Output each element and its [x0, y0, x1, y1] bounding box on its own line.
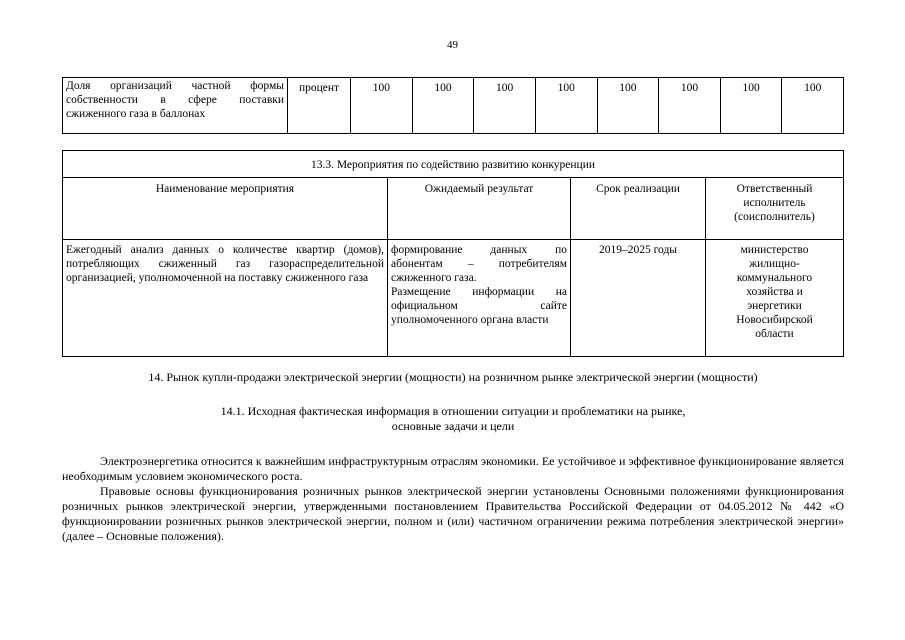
header-cell: Ответственный исполнитель (соисполнитель) [706, 178, 844, 240]
measures-table [62, 150, 844, 357]
paragraph: Электроэнергетика относится к важнейшим инфраструктурным отраслям экономики. Ее устойчивое и эффективное функционирование является необходимым условием экономического роста. [62, 454, 844, 483]
table-title: 13.3. Мероприятия по содействию развитию конкуренции [63, 151, 844, 178]
paragraph: Правовые основы функционирования розничных рынков электрической энергии установлены Основными положениями функционирования розничных рынков электрической энергии, утвержденными постановлением Правительства Российской Федерации от 04.05.2012 № 442 «О функционировании розничных рынков электрической энергии, полном и (или) частичном ограничении режима потребления электрической энергии» (далее – Основные положения). [62, 484, 844, 543]
value-cell: 100 [597, 78, 659, 134]
page-number: 49 [447, 39, 458, 51]
value-cell: 100 [535, 78, 597, 134]
expected-result-cell [388, 240, 571, 357]
term-cell: 2019–2025 годы [571, 240, 706, 357]
subsection-heading-line: основные задачи и цели [391, 419, 515, 433]
value-cell: 100 [720, 78, 782, 134]
subsection-heading [62, 404, 844, 434]
value-cell: 100 [659, 78, 721, 134]
executor-cell: министерство жилищно-коммунального хозяйства и энергетики Новосибирской области [706, 240, 844, 357]
header-cell: Наименование мероприятия [63, 178, 388, 240]
table-row [63, 240, 844, 357]
table-title-row [63, 151, 844, 178]
table-header-row [63, 178, 844, 240]
table-row [63, 78, 844, 134]
measure-name-cell: Ежегодный анализ данных о количестве квартир (домов), потребляющих сжиженный газ газораспределительной организацией, уполномоченной на поставку сжиженного газа [63, 240, 388, 357]
unit-cell: процент [288, 78, 351, 134]
expected-result-part: Размещение информации на официальном сайте уполномоченного органа власти [391, 286, 567, 326]
indicator-name-cell: Доля организаций частной формы собственности в сфере поставки сжиженного газа в баллонах [63, 78, 288, 134]
header-cell: Срок реализации [571, 178, 706, 240]
value-cell: 100 [782, 78, 844, 134]
value-cell: 100 [412, 78, 474, 134]
indicator-table [62, 77, 844, 134]
body-text [62, 454, 844, 544]
section-heading: 14. Рынок купли-продажи электрической энергии (мощности) на розничном рынке электрической энергии (мощности) [148, 370, 758, 384]
expected-result-part: формирование данных по абонентам – потребителям сжиженного газа. [391, 244, 567, 284]
subsection-heading-line: 14.1. Исходная фактическая информация в отношении ситуации и проблематики на рынке, [220, 404, 686, 418]
value-cell: 100 [474, 78, 536, 134]
header-cell: Ожидаемый результат [388, 178, 571, 240]
value-cell: 100 [351, 78, 413, 134]
